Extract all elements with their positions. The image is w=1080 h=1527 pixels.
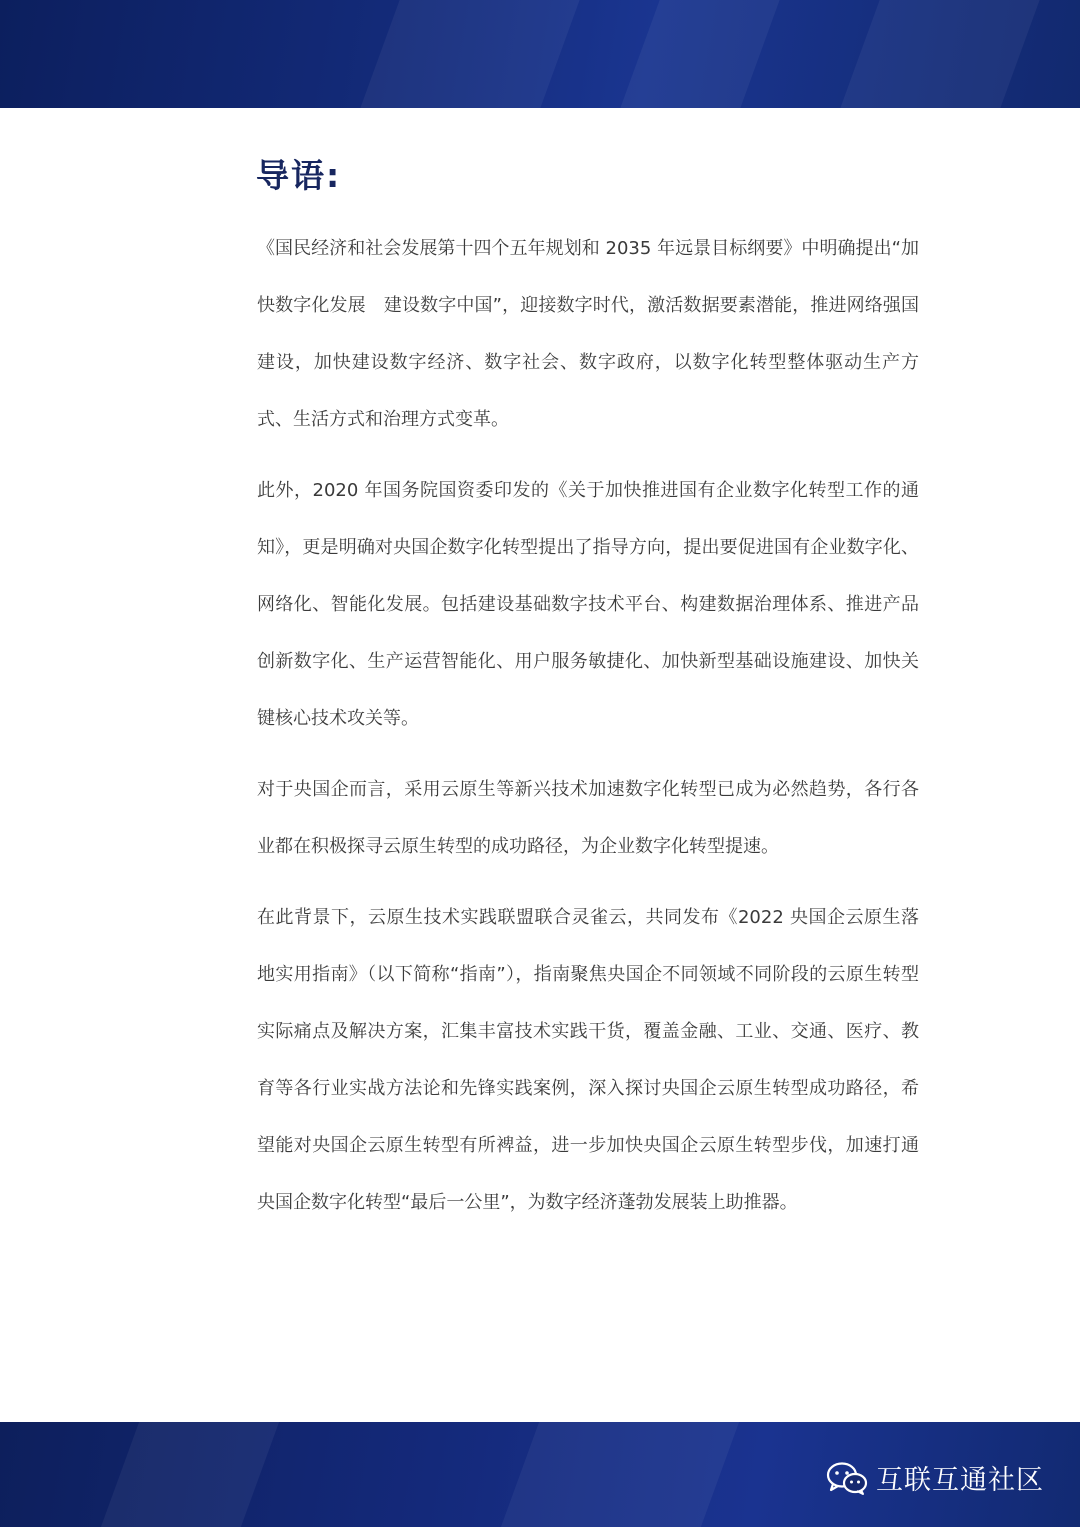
wechat-icon xyxy=(826,1460,868,1496)
banner-decoration xyxy=(501,1422,739,1527)
banner-decoration xyxy=(101,1422,279,1527)
paragraph: 《国民经济和社会发展第十四个五年规划和 2035 年远景目标纲要》中明确提出“加快数字化发展 建设数字中国”，迎接数字时代，激活数据要素潜能，推进网络强国建设，加快建设数字经济、数字社会、数字政府，以数字化转型整体驱动生产方式、生活方式和治理方式变革。 xyxy=(257,238,919,430)
brand-watermark xyxy=(826,1458,1044,1497)
banner-decoration xyxy=(620,0,779,108)
paragraph: 在此背景下，云原生技术实践联盟联合灵雀云，共同发布《2022 央国企云原生落地实用指南》（以下简称“指南”），指南聚焦央国企不同领域不同阶段的云原生转型实际痛点及解决方案，汇集丰富技术实践干货，覆盖金融、工业、交通、医疗、教育等各行业实战方法论和先锋实践案例，深入探讨央国企云原生转型成功路径，希望能对央国企云原生转型有所裨益，进一步加快央国企云原生转型步伐，加速打通央国企数字化转型“最后一公里”，为数字经济蓬勃发展装上助推器。 xyxy=(257,907,919,1213)
top-banner xyxy=(0,0,1080,108)
banner-decoration xyxy=(360,0,579,108)
banner-decoration xyxy=(840,0,1039,108)
article-body xyxy=(257,220,919,1245)
paragraph: 对于央国企而言，采用云原生等新兴技术加速数字化转型已成为必然趋势，各行各业都在积极探寻云原生转型的成功路径，为企业数字化转型提速。 xyxy=(257,779,919,857)
section-heading: 导语: xyxy=(256,156,342,195)
brand-name: 互联互通社区 xyxy=(876,1465,1044,1496)
paragraph: 此外，2020 年国务院国资委印发的《关于加快推进国有企业数字化转型工作的通知》，更是明确对央国企数字化转型提出了指导方向，提出要促进国有企业数字化、网络化、智能化发展。包括建设基础数字技术平台、构建数据治理体系、推进产品创新数字化、生产运营智能化、用户服务敏捷化、加快新型基础设施建设、加快关键核心技术攻关等。 xyxy=(257,480,919,729)
